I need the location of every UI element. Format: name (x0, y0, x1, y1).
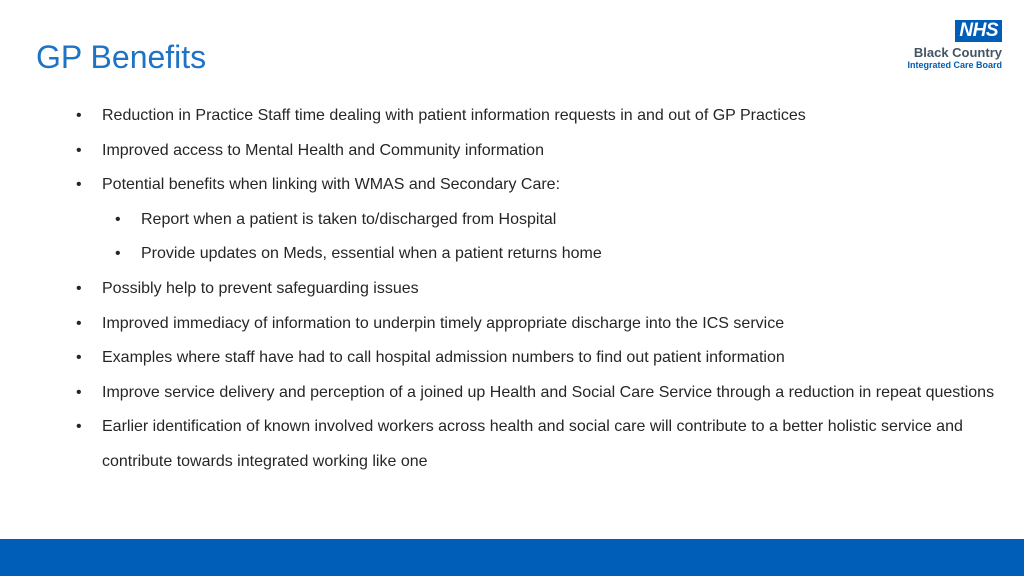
list-item (0, 376, 1000, 411)
bullet-icon: • (76, 349, 82, 367)
bullet-icon: • (76, 314, 82, 332)
bullet-icon: • (76, 176, 82, 194)
benefits-list (0, 99, 1000, 480)
list-item (0, 272, 1000, 307)
bullet-icon: • (76, 141, 82, 159)
bullet-icon: • (76, 383, 82, 401)
nhs-badge: NHS (955, 20, 1002, 42)
bullet-icon: • (115, 210, 121, 228)
list-item (0, 410, 1000, 479)
list-item (0, 99, 1000, 134)
list-item-text: Improved immediacy of information to underpin timely appropriate discharge into the ICS service (102, 314, 785, 332)
list-item-text: Examples where staff have had to call hospital admission numbers to find out patient information (102, 349, 785, 367)
bullet-icon: • (76, 279, 82, 297)
list-item-text: Improve service delivery and perception of a joined up Health and Social Care Service through a reduction in repeat questions (102, 383, 995, 401)
list-item (0, 168, 1000, 203)
bullet-icon: • (76, 418, 82, 436)
list-item (0, 341, 1000, 376)
sub-list-item (0, 237, 1000, 272)
list-item-text: Potential benefits when linking with WMAS and Secondary Care: (102, 176, 561, 194)
logo-org-subtitle: Integrated Care Board (907, 60, 1002, 70)
sub-list-item (0, 203, 1000, 238)
list-item (0, 307, 1000, 342)
bullet-icon: • (115, 245, 121, 263)
list-item-text: Earlier identification of known involved workers across health and social care will contribute to a better holistic service and contribute towards integrated working like one (102, 418, 963, 470)
list-item (0, 134, 1000, 169)
nhs-logo (892, 20, 1002, 71)
logo-org-name: Black Country (913, 45, 1002, 60)
list-item-text: Report when a patient is taken to/discharged from Hospital (141, 210, 557, 228)
bullet-icon: • (76, 107, 82, 124)
list-item-text: Provide updates on Meds, essential when a patient returns home (141, 245, 602, 263)
list-item-text: Reduction in Practice Staff time dealing with patient information requests in and out of GP Practices (102, 107, 806, 124)
footer-bar (0, 539, 1024, 576)
list-item-text: Improved access to Mental Health and Community information (102, 141, 544, 159)
list-item-text: Possibly help to prevent safeguarding issues (102, 279, 419, 297)
page-title: GP Benefits (36, 39, 207, 75)
